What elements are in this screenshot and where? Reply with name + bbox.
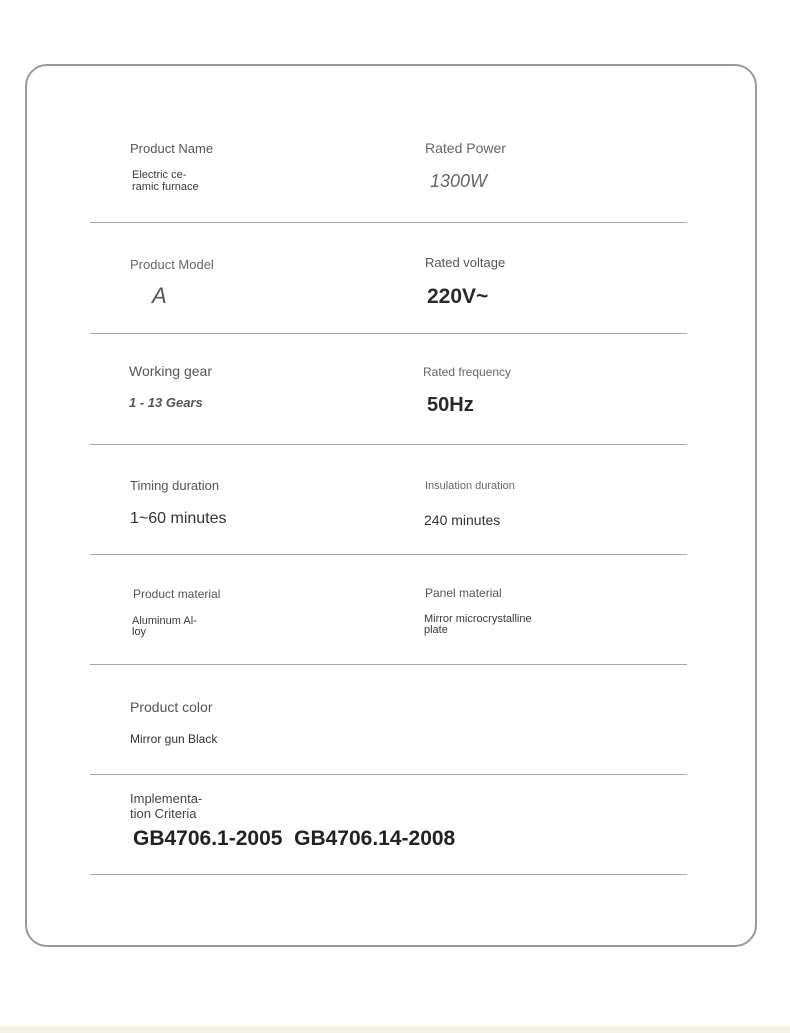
product-material-label: Product material <box>133 587 221 601</box>
criteria-value: GB4706.1-2005 GB4706.14-2008 <box>133 827 456 850</box>
insulation-duration-label: Insulation duration <box>425 480 515 492</box>
bottom-strip <box>0 1026 790 1033</box>
rated-power-value: 1300W <box>430 171 488 191</box>
product-name-value-line1: Electric ce- <box>132 169 187 181</box>
rated-frequency-label: Rated frequency <box>423 365 512 379</box>
working-gear-value: 1 - 13 Gears <box>129 395 203 410</box>
panel-material-label: Panel material <box>425 586 502 600</box>
divider <box>90 774 687 775</box>
panel-material-value-line2: plate <box>424 624 448 636</box>
rated-frequency-value: 50Hz <box>427 394 474 416</box>
product-name-label: Product Name <box>130 141 214 156</box>
working-gear-label: Working gear <box>129 363 213 379</box>
product-color-label: Product color <box>130 699 213 715</box>
timing-duration-value: 1~60 minutes <box>130 510 227 527</box>
rated-voltage-label: Rated voltage <box>425 255 506 270</box>
product-model-label: Product Model <box>130 257 214 272</box>
insulation-duration-value: 240 minutes <box>424 512 501 528</box>
divider <box>90 554 687 555</box>
divider <box>90 222 687 223</box>
product-color-value: Mirror gun Black <box>130 732 218 746</box>
divider <box>90 444 687 445</box>
divider <box>90 874 687 875</box>
timing-duration-label: Timing duration <box>130 478 220 493</box>
rated-voltage-value: 220V~ <box>427 285 489 308</box>
criteria-label-line2: tion Criteria <box>130 806 197 821</box>
rated-power-label: Rated Power <box>425 140 506 156</box>
divider <box>90 664 687 665</box>
product-name-value-line2: ramic furnace <box>132 181 199 193</box>
product-material-value-line2: loy <box>132 626 147 638</box>
product-model-value: A <box>152 283 167 308</box>
product-material-value-line1: Aluminum Al- <box>132 615 197 627</box>
panel-material-value-line1: Mirror microcrystalline <box>424 613 532 625</box>
criteria-label-line1: Implementa- <box>130 791 203 806</box>
divider <box>90 333 687 334</box>
